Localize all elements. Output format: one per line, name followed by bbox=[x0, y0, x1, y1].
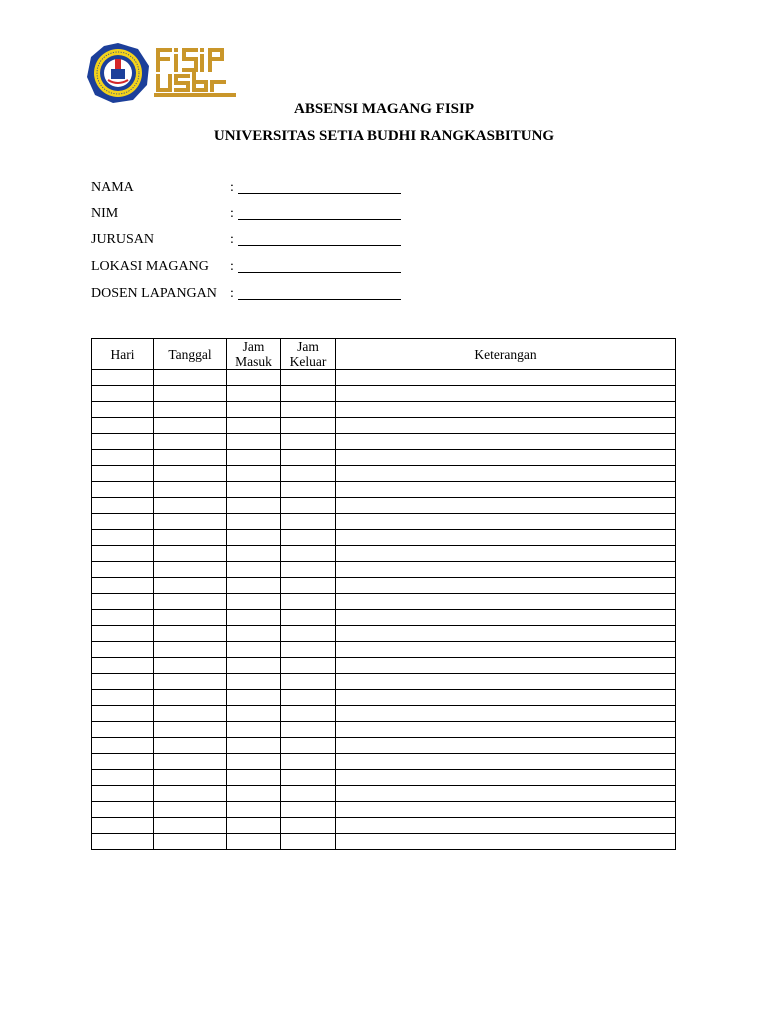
table-cell[interactable] bbox=[336, 530, 676, 546]
university-seal-icon bbox=[86, 42, 150, 104]
table-cell[interactable] bbox=[92, 690, 154, 706]
table-cell[interactable] bbox=[92, 482, 154, 498]
table-cell[interactable] bbox=[92, 706, 154, 722]
table-row bbox=[92, 530, 676, 546]
table-cell[interactable] bbox=[281, 786, 336, 802]
column-header-keterangan: Keterangan bbox=[336, 339, 676, 370]
field-blank-line[interactable] bbox=[238, 219, 401, 220]
table-cell[interactable] bbox=[227, 626, 281, 642]
table-cell[interactable] bbox=[227, 722, 281, 738]
header-logo bbox=[86, 42, 246, 104]
table-cell[interactable] bbox=[227, 578, 281, 594]
table-cell[interactable] bbox=[281, 450, 336, 466]
table-cell[interactable] bbox=[154, 370, 227, 386]
table-row bbox=[92, 722, 676, 738]
column-header-tanggal: Tanggal bbox=[154, 339, 227, 370]
table-cell[interactable] bbox=[281, 482, 336, 498]
table-row bbox=[92, 786, 676, 802]
table-cell[interactable] bbox=[336, 786, 676, 802]
table-cell[interactable] bbox=[281, 690, 336, 706]
table-cell[interactable] bbox=[154, 578, 227, 594]
table-cell[interactable] bbox=[336, 386, 676, 402]
field-label: DOSEN LAPANGAN bbox=[91, 286, 217, 301]
table-row bbox=[92, 834, 676, 850]
table-cell[interactable] bbox=[92, 546, 154, 562]
table-cell[interactable] bbox=[154, 658, 227, 674]
table-cell[interactable] bbox=[154, 514, 227, 530]
table-cell[interactable] bbox=[92, 754, 154, 770]
table-cell[interactable] bbox=[154, 690, 227, 706]
table-cell[interactable] bbox=[281, 738, 336, 754]
table-row bbox=[92, 402, 676, 418]
table-cell[interactable] bbox=[281, 642, 336, 658]
table-cell[interactable] bbox=[227, 530, 281, 546]
table-cell[interactable] bbox=[336, 482, 676, 498]
table-cell[interactable] bbox=[92, 530, 154, 546]
table-cell[interactable] bbox=[281, 706, 336, 722]
table-cell[interactable] bbox=[92, 818, 154, 834]
table-cell[interactable] bbox=[154, 610, 227, 626]
table-cell[interactable] bbox=[281, 818, 336, 834]
table-cell[interactable] bbox=[154, 674, 227, 690]
table-row bbox=[92, 754, 676, 770]
table-cell[interactable] bbox=[281, 802, 336, 818]
table-cell[interactable] bbox=[336, 450, 676, 466]
table-row bbox=[92, 466, 676, 482]
table-cell[interactable] bbox=[92, 402, 154, 418]
field-label: JURUSAN bbox=[91, 232, 155, 247]
table-row bbox=[92, 498, 676, 514]
table-cell[interactable] bbox=[227, 562, 281, 578]
table-cell[interactable] bbox=[336, 674, 676, 690]
table-cell[interactable] bbox=[92, 658, 154, 674]
table-cell[interactable] bbox=[92, 834, 154, 850]
table-cell[interactable] bbox=[154, 754, 227, 770]
table-row bbox=[92, 418, 676, 434]
table-row bbox=[92, 818, 676, 834]
table-cell[interactable] bbox=[281, 466, 336, 482]
field-blank-line[interactable] bbox=[238, 272, 401, 273]
table-row bbox=[92, 482, 676, 498]
field-colon: : bbox=[230, 180, 234, 195]
table-cell[interactable] bbox=[92, 578, 154, 594]
column-header-hari: Hari bbox=[92, 339, 154, 370]
table-cell[interactable] bbox=[92, 738, 154, 754]
table-cell[interactable] bbox=[336, 610, 676, 626]
table-header-row bbox=[92, 339, 676, 370]
table-cell[interactable] bbox=[336, 418, 676, 434]
table-cell[interactable] bbox=[154, 530, 227, 546]
table-cell[interactable] bbox=[336, 738, 676, 754]
table-row bbox=[92, 706, 676, 722]
table-cell[interactable] bbox=[227, 418, 281, 434]
table-cell[interactable] bbox=[92, 642, 154, 658]
table-cell[interactable] bbox=[227, 514, 281, 530]
table-cell[interactable] bbox=[227, 818, 281, 834]
table-cell[interactable] bbox=[281, 658, 336, 674]
field-colon: : bbox=[230, 232, 234, 247]
column-header-jam-keluar: Jam Keluar bbox=[281, 339, 336, 370]
field-label: NAMA bbox=[91, 180, 134, 195]
table-cell[interactable] bbox=[154, 562, 227, 578]
column-header-jam-masuk: Jam Masuk bbox=[227, 339, 281, 370]
table-cell[interactable] bbox=[227, 466, 281, 482]
table-cell[interactable] bbox=[154, 386, 227, 402]
table-cell[interactable] bbox=[281, 770, 336, 786]
table-cell[interactable] bbox=[336, 834, 676, 850]
table-cell[interactable] bbox=[227, 386, 281, 402]
table-row bbox=[92, 450, 676, 466]
table-row bbox=[92, 386, 676, 402]
table-cell[interactable] bbox=[281, 626, 336, 642]
table-cell[interactable] bbox=[336, 802, 676, 818]
page-subtitle: UNIVERSITAS SETIA BUDHI RANGKASBITUNG bbox=[213, 128, 555, 144]
table-cell[interactable] bbox=[227, 434, 281, 450]
table-cell[interactable] bbox=[92, 434, 154, 450]
field-blank-line[interactable] bbox=[238, 193, 401, 194]
field-label: LOKASI MAGANG bbox=[91, 259, 209, 274]
table-cell[interactable] bbox=[336, 498, 676, 514]
table-cell[interactable] bbox=[154, 834, 227, 850]
table-row bbox=[92, 546, 676, 562]
table-cell[interactable] bbox=[227, 594, 281, 610]
table-cell[interactable] bbox=[92, 514, 154, 530]
table-cell[interactable] bbox=[336, 770, 676, 786]
table-cell[interactable] bbox=[281, 610, 336, 626]
table-cell[interactable] bbox=[92, 722, 154, 738]
table-cell[interactable] bbox=[336, 754, 676, 770]
table-row bbox=[92, 674, 676, 690]
table-cell[interactable] bbox=[92, 802, 154, 818]
table-cell[interactable] bbox=[336, 562, 676, 578]
table-cell[interactable] bbox=[336, 706, 676, 722]
field-blank-line[interactable] bbox=[238, 299, 401, 300]
table-row bbox=[92, 562, 676, 578]
table-row bbox=[92, 802, 676, 818]
table-cell[interactable] bbox=[92, 450, 154, 466]
table-cell[interactable] bbox=[92, 626, 154, 642]
table-cell[interactable] bbox=[154, 786, 227, 802]
table-cell[interactable] bbox=[336, 514, 676, 530]
table-cell[interactable] bbox=[154, 642, 227, 658]
table-cell[interactable] bbox=[227, 482, 281, 498]
table-cell[interactable] bbox=[281, 754, 336, 770]
table-cell[interactable] bbox=[336, 546, 676, 562]
table-cell[interactable] bbox=[92, 770, 154, 786]
table-row bbox=[92, 514, 676, 530]
table-cell[interactable] bbox=[336, 642, 676, 658]
table-cell[interactable] bbox=[154, 434, 227, 450]
table-cell[interactable] bbox=[336, 818, 676, 834]
table-cell[interactable] bbox=[154, 498, 227, 514]
table-cell[interactable] bbox=[281, 594, 336, 610]
table-cell[interactable] bbox=[336, 370, 676, 386]
field-colon: : bbox=[230, 206, 234, 221]
table-cell[interactable] bbox=[154, 482, 227, 498]
table-cell[interactable] bbox=[92, 562, 154, 578]
table-cell[interactable] bbox=[92, 786, 154, 802]
table-cell[interactable] bbox=[281, 418, 336, 434]
table-cell[interactable] bbox=[281, 386, 336, 402]
table-cell[interactable] bbox=[154, 706, 227, 722]
attendance-table bbox=[91, 338, 676, 850]
table-row bbox=[92, 578, 676, 594]
table-cell[interactable] bbox=[154, 594, 227, 610]
table-cell[interactable] bbox=[281, 578, 336, 594]
table-cell[interactable] bbox=[227, 802, 281, 818]
table-cell[interactable] bbox=[227, 674, 281, 690]
table-cell[interactable] bbox=[281, 530, 336, 546]
table-cell[interactable] bbox=[227, 738, 281, 754]
table-cell[interactable] bbox=[227, 370, 281, 386]
table-cell[interactable] bbox=[227, 610, 281, 626]
table-cell[interactable] bbox=[154, 802, 227, 818]
table-cell[interactable] bbox=[154, 402, 227, 418]
table-cell[interactable] bbox=[92, 466, 154, 482]
table-cell[interactable] bbox=[154, 466, 227, 482]
table-cell[interactable] bbox=[227, 642, 281, 658]
table-cell[interactable] bbox=[281, 722, 336, 738]
field-label: NIM bbox=[91, 206, 119, 221]
field-colon: : bbox=[230, 286, 234, 301]
table-cell[interactable] bbox=[227, 498, 281, 514]
table-cell[interactable] bbox=[281, 834, 336, 850]
table-row bbox=[92, 642, 676, 658]
table-row bbox=[92, 610, 676, 626]
fisip-usbr-wordmark bbox=[154, 46, 236, 98]
table-cell[interactable] bbox=[154, 418, 227, 434]
table-cell[interactable] bbox=[336, 658, 676, 674]
table-cell[interactable] bbox=[336, 690, 676, 706]
table-cell[interactable] bbox=[281, 546, 336, 562]
table-row bbox=[92, 738, 676, 754]
table-cell[interactable] bbox=[281, 434, 336, 450]
table-cell[interactable] bbox=[227, 402, 281, 418]
field-colon: : bbox=[230, 259, 234, 274]
table-cell[interactable] bbox=[227, 546, 281, 562]
table-cell[interactable] bbox=[281, 498, 336, 514]
table-row bbox=[92, 690, 676, 706]
table-cell[interactable] bbox=[336, 626, 676, 642]
table-cell[interactable] bbox=[154, 626, 227, 642]
table-cell[interactable] bbox=[281, 674, 336, 690]
table-cell[interactable] bbox=[92, 370, 154, 386]
table-cell[interactable] bbox=[227, 754, 281, 770]
table-row bbox=[92, 626, 676, 642]
table-cell[interactable] bbox=[92, 610, 154, 626]
table-cell[interactable] bbox=[281, 562, 336, 578]
table-cell[interactable] bbox=[281, 370, 336, 386]
table-row bbox=[92, 594, 676, 610]
table-cell[interactable] bbox=[336, 594, 676, 610]
table-cell[interactable] bbox=[154, 770, 227, 786]
table-row bbox=[92, 370, 676, 386]
attendance-table-body bbox=[92, 370, 676, 850]
table-cell[interactable] bbox=[154, 818, 227, 834]
table-cell[interactable] bbox=[92, 386, 154, 402]
table-cell[interactable] bbox=[336, 402, 676, 418]
table-cell[interactable] bbox=[336, 722, 676, 738]
table-cell[interactable] bbox=[227, 834, 281, 850]
table-cell[interactable] bbox=[92, 594, 154, 610]
table-row bbox=[92, 434, 676, 450]
table-cell[interactable] bbox=[92, 498, 154, 514]
table-cell[interactable] bbox=[227, 770, 281, 786]
table-cell[interactable] bbox=[227, 658, 281, 674]
table-cell[interactable] bbox=[336, 434, 676, 450]
table-cell[interactable] bbox=[227, 706, 281, 722]
table-row bbox=[92, 770, 676, 786]
table-cell[interactable] bbox=[92, 674, 154, 690]
table-row bbox=[92, 658, 676, 674]
table-cell[interactable] bbox=[154, 546, 227, 562]
table-cell[interactable] bbox=[154, 450, 227, 466]
table-cell[interactable] bbox=[281, 514, 336, 530]
table-cell[interactable] bbox=[227, 786, 281, 802]
table-cell[interactable] bbox=[227, 690, 281, 706]
table-cell[interactable] bbox=[336, 466, 676, 482]
table-cell[interactable] bbox=[154, 722, 227, 738]
table-cell[interactable] bbox=[281, 402, 336, 418]
table-cell[interactable] bbox=[336, 578, 676, 594]
table-cell[interactable] bbox=[227, 450, 281, 466]
page-title: ABSENSI MAGANG FISIP bbox=[293, 101, 475, 117]
field-blank-line[interactable] bbox=[238, 245, 401, 246]
table-cell[interactable] bbox=[92, 418, 154, 434]
table-cell[interactable] bbox=[154, 738, 227, 754]
